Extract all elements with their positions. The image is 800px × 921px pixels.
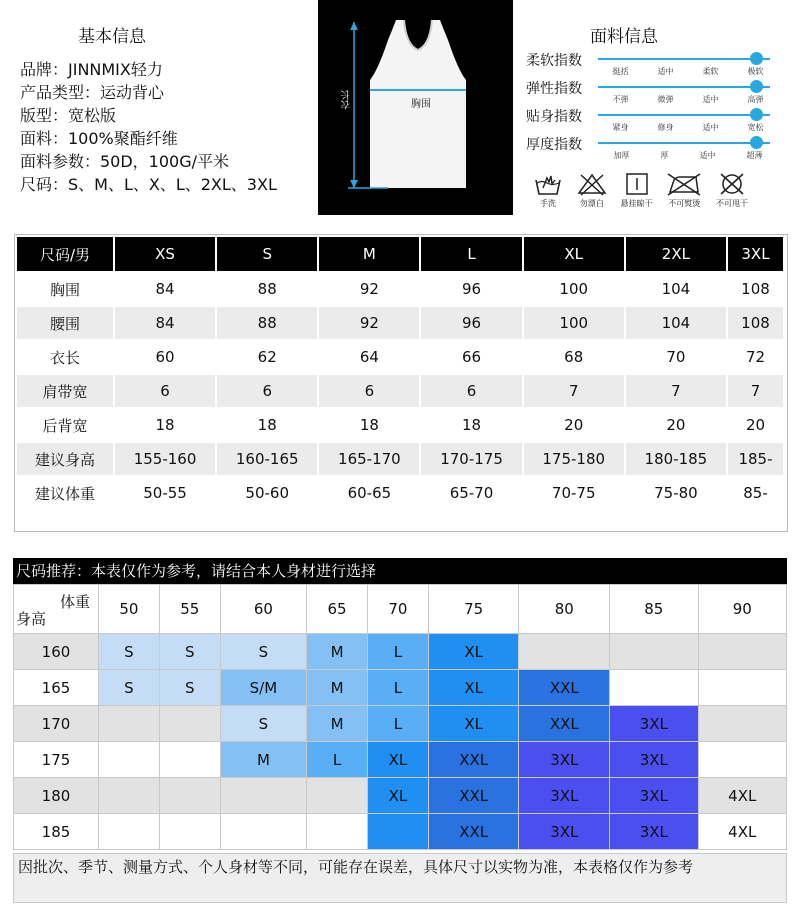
size-table-body (16, 272, 784, 510)
recommendation-footnote: 因批次、季节、测量方式、个人身材等不同，可能存在误差，具体尺寸以实物为准，本表格仅作为参考 (13, 853, 787, 903)
recommendation-size-cell: L (368, 706, 429, 742)
recommendation-size-cell (307, 778, 368, 814)
brand-line: 品牌：JINNMIX轻力 (20, 60, 163, 79)
fabric-index-option: 修身 (657, 123, 674, 132)
fabric-index-label: 柔软指数 (526, 53, 582, 69)
size-table-header-cell: L (420, 236, 522, 272)
size-table-cell: 180-185 (625, 442, 727, 476)
fabric-index-option: 适中 (702, 95, 719, 104)
size-table-cell: 96 (420, 306, 522, 340)
fabric-line: 面料：100%聚酯纤维 (20, 129, 178, 148)
size-table-cell: 72 (727, 340, 784, 374)
size-table-cell: 18 (114, 408, 216, 442)
size-table-cell: 70-75 (523, 476, 625, 510)
recommendation-weight-cell: 70 (368, 585, 429, 634)
fabric-index-row (526, 50, 786, 78)
recommendation-size-cell (519, 634, 610, 670)
size-table-cell: 96 (420, 272, 522, 306)
size-table-cell: 92 (318, 272, 420, 306)
recommendation-weight-cell: 60 (220, 585, 306, 634)
fabric-index-label: 弹性指数 (526, 81, 582, 97)
fabric-index-option: 紧身 (612, 123, 629, 132)
recommendation-weight-cell: 85 (610, 585, 698, 634)
size-table-cell: 后背宽 (16, 408, 114, 442)
care-no-iron-label: 不可熨烫 (668, 199, 701, 208)
fabric-index-options (598, 94, 778, 105)
fabric-index-track (598, 142, 770, 144)
fabric-index-option: 超薄 (746, 151, 763, 160)
size-table-cell: 7 (523, 374, 625, 408)
size-table-cell: 108 (727, 272, 784, 306)
size-table-cell: 165-170 (318, 442, 420, 476)
hand-wash-icon (533, 172, 563, 196)
recommendation-table (13, 584, 787, 850)
size-table-cell: 88 (216, 272, 318, 306)
fabric-index-option: 适中 (702, 123, 719, 132)
fabric-index-track (598, 58, 770, 60)
size-table-row (16, 408, 784, 442)
recommendation-size-cell (698, 742, 786, 778)
fabric-index-track (598, 86, 770, 88)
recommendation-size-cell: M (307, 634, 368, 670)
size-table-row (16, 340, 784, 374)
recommendation-size-cell: M (307, 670, 368, 706)
care-instructions (533, 172, 748, 209)
size-table-cell: 170-175 (420, 442, 522, 476)
recommendation-size-cell: S (159, 634, 220, 670)
care-no-tumble-dry (716, 172, 748, 209)
size-table-header-cell: XL (523, 236, 625, 272)
care-no-bleach-label: 勿漂白 (579, 199, 604, 208)
recommendation-size-cell: 4XL (698, 778, 786, 814)
fabric-index-options (598, 150, 778, 161)
recommendation-size-cell: 3XL (610, 706, 698, 742)
size-table-cell: 20 (523, 408, 625, 442)
recommendation-weight-cell: 50 (99, 585, 160, 634)
recommendation-weight-cell: 75 (428, 585, 519, 634)
size-table-cell: 建议体重 (16, 476, 114, 510)
recommendation-size-cell: 3XL (519, 742, 610, 778)
size-table-cell: 84 (114, 306, 216, 340)
size-table-cell: 建议身高 (16, 442, 114, 476)
recommendation-weight-cell: 65 (307, 585, 368, 634)
corner-weight-label: 体重 (59, 593, 90, 611)
recommendation-height-cell: 185 (14, 814, 99, 850)
recommendation-row (14, 670, 787, 706)
size-table-cell: 64 (318, 340, 420, 374)
fit-line: 版型：宽松版 (20, 106, 117, 125)
fabric-index-row (526, 78, 786, 106)
care-no-bleach (577, 172, 607, 209)
length-label: 衣长 (342, 90, 353, 110)
recommendation-size-cell (99, 706, 160, 742)
recommendation-size-cell: XXL (428, 742, 519, 778)
size-table-cell: 100 (523, 272, 625, 306)
care-hand-wash (533, 172, 563, 209)
size-table-cell: 18 (420, 408, 522, 442)
fabric-index-option: 宽松 (747, 123, 764, 132)
size-table-cell: 85- (727, 476, 784, 510)
recommendation-size-cell: L (368, 670, 429, 706)
size-table-cell: 6 (114, 374, 216, 408)
fabric-index-options (598, 66, 778, 77)
recommendation-weight-row (14, 585, 787, 634)
size-table-cell: 18 (216, 408, 318, 442)
recommendation-size-cell: XL (428, 706, 519, 742)
size-table-cell: 92 (318, 306, 420, 340)
recommendation-size-cell (610, 670, 698, 706)
recommendation-height-cell: 175 (14, 742, 99, 778)
size-table-cell: 75-80 (625, 476, 727, 510)
fabric-info-title: 面料信息 (590, 27, 658, 47)
recommendation-size-cell (220, 778, 306, 814)
size-table-cell: 20 (727, 408, 784, 442)
hang-dry-icon (622, 172, 652, 196)
recommendation-size-cell: S (159, 670, 220, 706)
recommendation-table-body (14, 585, 787, 850)
recommendation-size-cell: XL (428, 670, 519, 706)
size-table-cell: 104 (625, 272, 727, 306)
recommendation-row (14, 742, 787, 778)
recommendation-size-cell (610, 634, 698, 670)
size-table-cell: 6 (216, 374, 318, 408)
size-table-row (16, 442, 784, 476)
size-table-header-cell: M (318, 236, 420, 272)
recommendation-height-cell: 160 (14, 634, 99, 670)
fabric-index-option: 适中 (657, 67, 674, 76)
recommendation-size-cell: XL (368, 742, 429, 778)
recommendation-size-cell (159, 814, 220, 850)
care-hang-dry-label: 悬挂晾干 (620, 199, 653, 208)
size-table-cell: 6 (318, 374, 420, 408)
corner-height-label: 身高 (16, 610, 47, 628)
size-table-cell: 50-55 (114, 476, 216, 510)
recommendation-size-cell (99, 742, 160, 778)
basic-info-list (20, 58, 277, 196)
size-table-header-cell: 3XL (727, 236, 784, 272)
recommendation-header: 尺码推荐：本表仅作为参考，请结合本人身材进行选择 (13, 558, 787, 584)
size-table-cell: 60-65 (318, 476, 420, 510)
fabric-index-option: 适中 (699, 151, 716, 160)
recommendation-size-cell: XXL (428, 778, 519, 814)
recommendation-weight-cell: 55 (159, 585, 220, 634)
recommendation-size-cell (698, 706, 786, 742)
size-table-cell: 18 (318, 408, 420, 442)
size-table-header-cell: 2XL (625, 236, 727, 272)
size-table-cell: 68 (523, 340, 625, 374)
size-table-header-cell: XS (114, 236, 216, 272)
size-table-cell: 70 (625, 340, 727, 374)
size-table-cell: 胸围 (16, 272, 114, 306)
recommendation-size-cell: XXL (519, 670, 610, 706)
recommendation-size-cell: S (220, 706, 306, 742)
size-table-cell: 衣长 (16, 340, 114, 374)
basic-info-title: 基本信息 (78, 27, 146, 47)
recommendation-size-cell (159, 706, 220, 742)
recommendation-height-cell: 165 (14, 670, 99, 706)
fabric-index-option: 柔软 (702, 67, 719, 76)
size-table-cell: 20 (625, 408, 727, 442)
fabric-index-option: 不弹 (612, 95, 629, 104)
fabric-index-knob (750, 108, 763, 121)
size-table-cell: 155-160 (114, 442, 216, 476)
recommendation-size-cell: M (220, 742, 306, 778)
size-table-row (16, 306, 784, 340)
recommendation-size-cell: 3XL (610, 814, 698, 850)
size-table-header-cell: S (216, 236, 318, 272)
recommendation-size-cell: 3XL (519, 778, 610, 814)
size-table-cell: 84 (114, 272, 216, 306)
size-table-cell: 7 (727, 374, 784, 408)
size-table-cell: 104 (625, 306, 727, 340)
care-hang-dry (621, 172, 653, 209)
no-iron-icon (666, 172, 702, 196)
fabric-index-option: 微弹 (657, 95, 674, 104)
size-table-header-cell: 尺码/男 (16, 236, 114, 272)
fabric-index-row (526, 134, 786, 162)
fabric-index-row (526, 106, 786, 134)
recommendation-size-cell (159, 778, 220, 814)
recommendation-size-cell (99, 814, 160, 850)
fabric-index-label: 贴身指数 (526, 109, 582, 125)
recommendation-size-cell: 4XL (698, 814, 786, 850)
fabric-index-knob (750, 52, 763, 65)
size-table-cell: 108 (727, 306, 784, 340)
size-table-cell: 65-70 (420, 476, 522, 510)
recommendation-height-cell: 180 (14, 778, 99, 814)
recommendation-row (14, 814, 787, 850)
recommendation-size-cell: M (307, 706, 368, 742)
product-type-line: 产品类型：运动背心 (20, 83, 165, 102)
recommendation-corner-cell (14, 585, 99, 634)
recommendation-row (14, 706, 787, 742)
size-table-cell: 175-180 (523, 442, 625, 476)
recommendation-size-cell (698, 634, 786, 670)
recommendation-row (14, 634, 787, 670)
size-table-row (16, 476, 784, 510)
recommendation-size-cell: 3XL (610, 778, 698, 814)
size-table-cell: 腰围 (16, 306, 114, 340)
care-hand-wash-label: 手洗 (540, 199, 556, 208)
fabric-index-option: 加厚 (613, 151, 630, 160)
size-table-cell: 66 (420, 340, 522, 374)
care-no-tumble-dry-label: 不可甩干 (716, 199, 748, 208)
recommendation-height-cell: 170 (14, 706, 99, 742)
recommendation-size-cell (698, 670, 786, 706)
recommendation-size-cell: XL (428, 634, 519, 670)
fabric-index-option: 厚 (660, 151, 669, 160)
size-table-cell: 6 (420, 374, 522, 408)
fabric-index-options (598, 122, 778, 133)
recommendation-size-cell (220, 814, 306, 850)
size-table-cell: 50-60 (216, 476, 318, 510)
care-no-iron (666, 172, 702, 209)
size-table-cell: 肩带宽 (16, 374, 114, 408)
chest-label: 胸围 (411, 99, 431, 110)
fabric-index-option: 挺括 (612, 67, 629, 76)
size-table (15, 235, 785, 511)
product-image (318, 0, 513, 215)
sizes-line: 尺码：S、M、L、X、L、2XL、3XL (20, 175, 277, 194)
recommendation-size-cell (307, 814, 368, 850)
recommendation-size-cell: S (220, 634, 306, 670)
size-table-cell: 88 (216, 306, 318, 340)
fabric-index-label: 厚度指数 (526, 137, 582, 153)
fabric-index-option: 高弹 (747, 95, 764, 104)
size-table-cell: 7 (625, 374, 727, 408)
recommendation-size-cell: S/M (220, 670, 306, 706)
fabric-index-knob (750, 80, 763, 93)
size-table-header (16, 236, 784, 272)
recommendation-size-cell (368, 814, 429, 850)
recommendation-size-cell: XL (368, 778, 429, 814)
size-table-cell: 185- (727, 442, 784, 476)
size-table-row (16, 272, 784, 306)
size-table-cell: 60 (114, 340, 216, 374)
recommendation-size-cell: 3XL (519, 814, 610, 850)
fabric-index-option: 极软 (747, 67, 764, 76)
recommendation-size-cell: XXL (428, 814, 519, 850)
recommendation-size-cell: S (99, 670, 160, 706)
recommendation-size-cell: L (307, 742, 368, 778)
size-table-cell: 62 (216, 340, 318, 374)
recommendation-size-cell: S (99, 634, 160, 670)
no-bleach-icon (577, 172, 607, 196)
recommendation-weight-cell: 80 (519, 585, 610, 634)
recommendation-size-cell (159, 742, 220, 778)
size-table-row (16, 374, 784, 408)
fabric-index-track (598, 114, 770, 116)
size-table-cell: 100 (523, 306, 625, 340)
fabric-index-knob (750, 136, 763, 149)
size-table-cell: 160-165 (216, 442, 318, 476)
no-tumble-dry-icon (717, 172, 747, 196)
recommendation-size-cell: XXL (519, 706, 610, 742)
recommendation-row (14, 778, 787, 814)
fabric-params-line: 面料参数：50D，100G/平米 (20, 152, 230, 171)
recommendation-weight-cell: 90 (698, 585, 786, 634)
recommendation-size-cell: 3XL (610, 742, 698, 778)
recommendation-size-cell (99, 778, 160, 814)
recommendation-size-cell: L (368, 634, 429, 670)
